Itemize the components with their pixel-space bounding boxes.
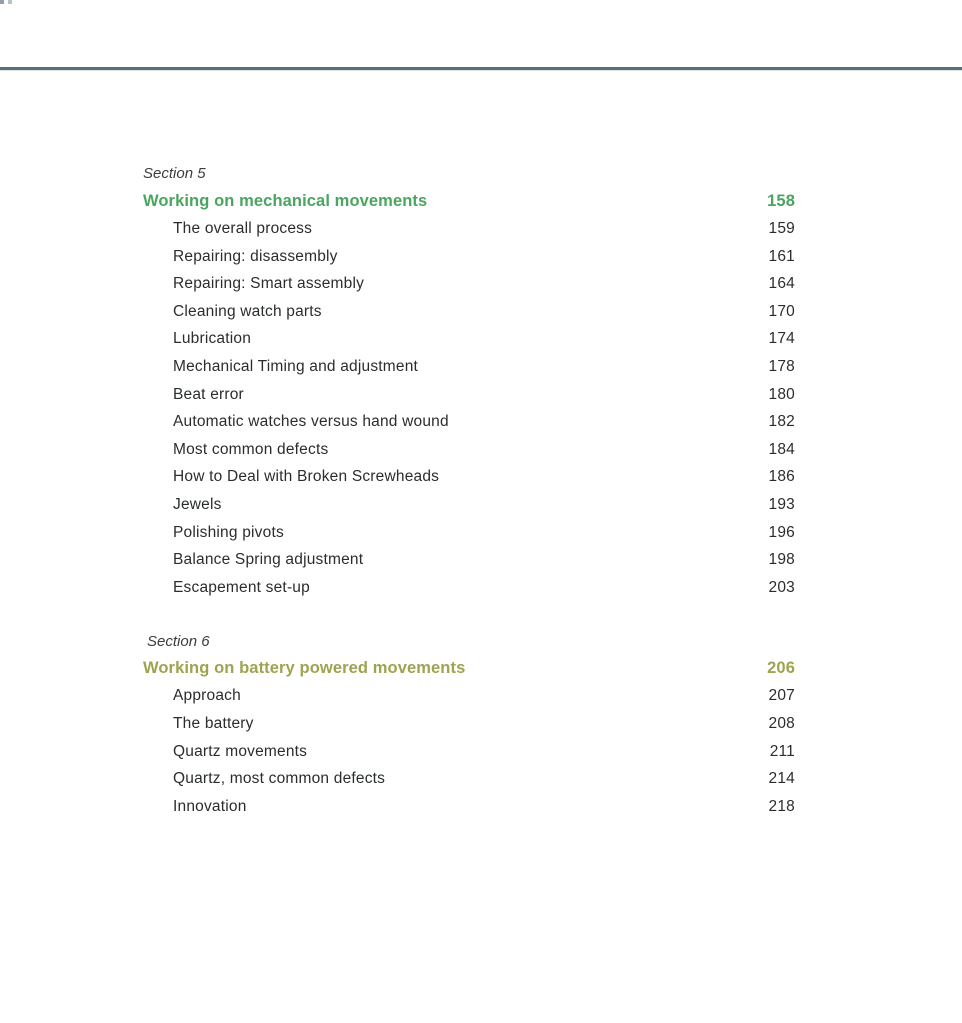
- entry-page-number: 182: [768, 413, 795, 431]
- section-label-row: [143, 628, 795, 656]
- entry-title: Lubrication: [173, 330, 252, 348]
- section-title: Working on battery powered movements: [143, 659, 466, 678]
- entry-page-number: 178: [768, 357, 795, 375]
- entry-title: Quartz, most common defects: [173, 770, 386, 788]
- entry-title: Balance Spring adjustment: [173, 551, 364, 569]
- entry-title: Mechanical Timing and adjustment: [173, 357, 419, 375]
- entry-title: Cleaning watch parts: [173, 302, 322, 320]
- toc-entry-row: [143, 243, 795, 271]
- header-rule: [0, 67, 962, 70]
- entry-title: The battery: [173, 715, 254, 733]
- section-heading-row: [143, 655, 795, 683]
- entry-page-number: 196: [768, 523, 795, 541]
- toc-entry-row: [143, 574, 795, 602]
- toc-entry-row: [143, 546, 795, 574]
- entry-title: Approach: [173, 687, 241, 705]
- entry-title: Most common defects: [173, 440, 329, 458]
- toc-entry-row: [143, 436, 795, 464]
- entry-page-number: 208: [768, 715, 795, 733]
- toc-entry-row: [143, 519, 795, 547]
- section-label: Section 5: [143, 165, 206, 183]
- entry-title: How to Deal with Broken Screwheads: [173, 468, 440, 486]
- section-label: Section 6: [147, 632, 210, 650]
- toc-entry-row: [143, 710, 795, 738]
- toc-entry-row: [143, 683, 795, 711]
- toc-entry-row: [143, 298, 795, 326]
- toc-entry-row: [143, 270, 795, 298]
- entry-page-number: 207: [768, 687, 795, 705]
- entry-page-number: 180: [768, 385, 795, 403]
- section-page-number: 206: [767, 659, 795, 678]
- entry-title: Escapement set-up: [173, 578, 310, 596]
- entry-title: Beat error: [173, 385, 244, 403]
- entry-title: Quartz movements: [173, 742, 308, 760]
- corner-artifact-dot: [8, 0, 12, 4]
- toc-entry-row: [143, 408, 795, 436]
- toc-entry-row: [143, 464, 795, 492]
- toc-entry-row: [143, 326, 795, 354]
- toc-entry-row: [143, 215, 795, 243]
- entry-page-number: 174: [768, 330, 795, 348]
- entry-title: Automatic watches versus hand wound: [173, 413, 449, 431]
- toc-entry-row: [143, 353, 795, 381]
- entry-title: Innovation: [173, 797, 247, 815]
- entry-title: Repairing: disassembly: [173, 247, 338, 265]
- entry-page-number: 161: [768, 247, 795, 265]
- entry-page-number: 159: [768, 219, 795, 237]
- entry-title: Jewels: [173, 495, 222, 513]
- entry-page-number: 198: [768, 551, 795, 569]
- corner-artifact-icon: [0, 0, 14, 5]
- toc-entry-row: [143, 793, 795, 821]
- entry-title: Polishing pivots: [173, 523, 284, 541]
- header-rule-light-line: [0, 70, 962, 71]
- section-heading-row: [143, 188, 795, 216]
- entry-title: Repairing: Smart assembly: [173, 275, 365, 293]
- entry-page-number: 186: [768, 468, 795, 486]
- entry-page-number: 170: [768, 302, 795, 320]
- corner-artifact-dot: [0, 0, 4, 4]
- toc-entry-row: [143, 491, 795, 519]
- toc-section-1: [143, 160, 795, 602]
- toc-entry-row: [143, 765, 795, 793]
- table-of-contents: [143, 160, 795, 821]
- entry-page-number: 193: [768, 495, 795, 513]
- entry-page-number: 218: [768, 797, 795, 815]
- entry-page-number: 211: [769, 742, 795, 760]
- toc-entry-row: [143, 738, 795, 766]
- entry-title: The overall process: [173, 219, 313, 237]
- entry-page-number: 164: [768, 275, 795, 293]
- section-page-number: 158: [767, 191, 795, 210]
- entry-page-number: 184: [768, 440, 795, 458]
- toc-section-2: [143, 628, 795, 821]
- entry-page-number: 203: [768, 578, 795, 596]
- toc-entry-row: [143, 381, 795, 409]
- section-label-row: [143, 160, 795, 188]
- section-title: Working on mechanical movements: [143, 191, 428, 210]
- entry-page-number: 214: [768, 770, 795, 788]
